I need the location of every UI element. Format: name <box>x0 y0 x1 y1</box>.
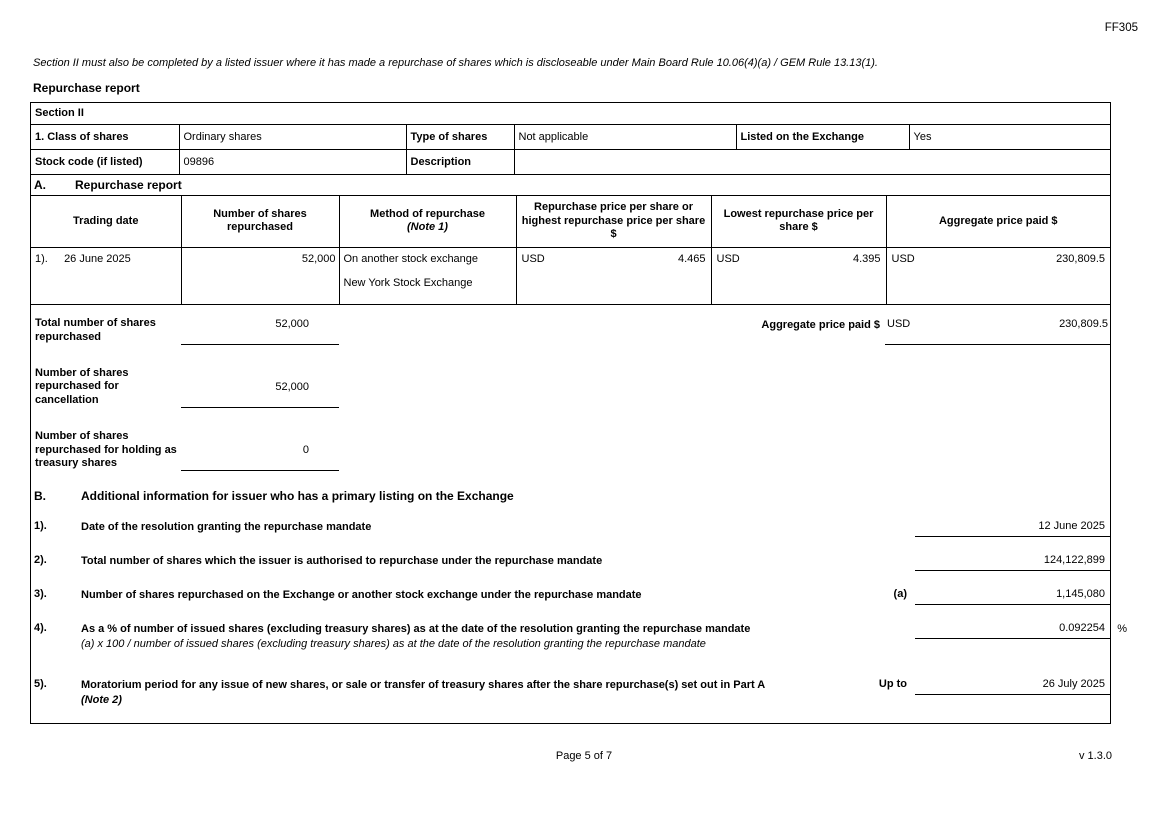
section-ii-info-table <box>31 103 1110 175</box>
item-index: 5). <box>34 677 47 690</box>
treasury-value <box>181 444 339 471</box>
trading-date-value: 26 June 2025 <box>64 253 131 265</box>
col-header-lowest-price: Lowest repurchase price per share $ <box>711 196 886 248</box>
intro-note: Section II must also be completed by a listed issuer where it has made a repurchase of shares which is discloseable under Main Board Rule 10.06(4)(a) / GEM Rule 13.13(1). <box>33 57 878 69</box>
footer-version: v 1.3.0 <box>1078 750 1112 762</box>
item-label-text: Moratorium period for any issue of new shares, or sale or transfer of treasury shares after the share repurchase(s) set out in Part A <box>81 678 766 691</box>
repurchase-table-row <box>31 248 1110 305</box>
cancellation-value <box>181 381 339 408</box>
item-index: 2). <box>34 554 47 566</box>
cancellation-number: 52,000 <box>275 380 309 393</box>
item-label-text: As a % of number of issued shares (excluding treasury shares) as at the date of the resolution granting the repurchase mandate <box>81 623 751 635</box>
lowest-price-value: 4.395 <box>852 253 881 265</box>
type-of-shares-label: Type of shares <box>406 124 514 149</box>
part-a-header <box>31 175 1110 196</box>
col-header-method-text: Method of repurchase <box>370 208 485 221</box>
part-b-item-3 <box>31 588 1110 605</box>
part-b-item-4 <box>31 622 1127 652</box>
item-label: Total number of shares which the issuer is authorised to repurchase under the repurchase mandate <box>81 555 603 567</box>
part-b-title: Additional information for issuer who has a primary listing on the Exchange <box>81 489 514 503</box>
treasury-number: 0 <box>302 444 309 456</box>
type-of-shares-value: Not applicable <box>514 124 736 149</box>
aggregate-paid-value: 230,809.5 <box>1056 253 1105 265</box>
cell-method <box>339 248 516 305</box>
part-b-item-1 <box>31 520 1110 537</box>
method-value: On another stock exchange <box>343 253 479 265</box>
cell-shares-repurchased: 52,000 <box>181 248 339 305</box>
item-index: 3). <box>34 588 47 600</box>
total-shares-label: Total number of shares repurchased <box>35 317 156 343</box>
cell-highest-price <box>516 248 711 305</box>
highest-price-value: 4.465 <box>677 253 706 265</box>
description-label: Description <box>406 149 514 174</box>
item-prefix: (a) <box>893 588 907 600</box>
cell-lowest-price <box>711 248 886 305</box>
highest-price-currency: USD <box>521 253 545 265</box>
repurchase-detail-table <box>31 196 1110 306</box>
item-prefix: Up to <box>878 677 907 690</box>
part-b-item-5 <box>31 678 1110 708</box>
listed-on-exchange-label: Listed on the Exchange <box>736 124 909 149</box>
col-header-trading-date: Trading date <box>31 196 181 248</box>
treasury-label: Number of shares repurchased for holding as treasury shares <box>35 429 177 470</box>
row-index: 1). <box>35 253 48 265</box>
item-index: 4). <box>34 622 47 634</box>
col-header-method-note: (Note 1) <box>407 221 448 234</box>
listed-on-exchange-value: Yes <box>909 124 1110 149</box>
part-b-item-2 <box>31 554 1110 571</box>
form-code: FF305 <box>1104 22 1138 34</box>
col-header-highest-price: Repurchase price per share or highest repurchase price per share $ <box>516 196 711 248</box>
cell-aggregate-paid <box>886 248 1110 305</box>
item-value: 12 June 2025 <box>915 520 1110 537</box>
part-a-title: Repurchase report <box>75 177 182 192</box>
item-label <box>81 678 865 708</box>
aggregate-total-number: 230,809.5 <box>1059 317 1108 330</box>
part-a-totals <box>31 305 1110 471</box>
item-index: 1). <box>34 520 47 532</box>
lowest-price-currency: USD <box>716 253 740 265</box>
aggregate-total-value <box>885 318 1110 345</box>
stock-code-label: Stock code (if listed) <box>31 149 179 174</box>
item-value: 1,145,080 <box>915 588 1110 605</box>
method-detail-value: New York Stock Exchange <box>343 277 473 289</box>
part-b-letter: B. <box>34 489 46 503</box>
item-value: 0.092254 <box>915 622 1110 639</box>
total-shares-row <box>31 317 1110 345</box>
cancellation-row <box>31 367 1110 408</box>
col-header-method <box>339 196 516 248</box>
cell-trading-date <box>31 248 181 305</box>
aggregate-total-group <box>761 318 1110 345</box>
aggregate-paid-currency: USD <box>891 253 915 265</box>
item-value: 26 July 2025 <box>915 678 1110 695</box>
footer-page-number: Page 5 of 7 <box>555 750 613 762</box>
item-label <box>81 622 865 652</box>
item-label: Number of shares repurchased on the Exchange or another stock exchange under the repurchase mandate <box>81 589 642 601</box>
stock-code-value: 09896 <box>179 149 406 174</box>
cancellation-label: Number of shares repurchased for cancellation <box>35 366 129 406</box>
item-label-note: (Note 2) <box>81 693 122 706</box>
col-header-shares-repurchased: Number of shares repurchased <box>181 196 339 248</box>
aggregate-total-label: Aggregate price paid $ <box>761 318 880 331</box>
class-of-shares-label: 1. Class of shares <box>31 124 179 149</box>
treasury-row <box>31 430 1110 471</box>
total-shares-value <box>181 318 339 345</box>
document-title: Repurchase report <box>33 81 140 95</box>
item-label-note: (a) x 100 / number of issued shares (excluding treasury shares) as at the date of the resolution granting the repurchase mandate <box>81 637 706 650</box>
section-ii-header: Section II <box>31 103 1110 124</box>
item-label: Date of the resolution granting the repurchase mandate <box>81 521 372 533</box>
aggregate-total-currency: USD <box>887 317 911 330</box>
description-value <box>514 149 1110 174</box>
repurchase-form-box <box>30 102 1127 724</box>
part-a-letter: A. <box>34 177 46 192</box>
total-shares-number: 52,000 <box>275 317 309 330</box>
class-of-shares-value: Ordinary shares <box>179 124 406 149</box>
col-header-aggregate-paid: Aggregate price paid $ <box>886 196 1110 248</box>
item-suffix: % <box>1117 623 1127 635</box>
part-b-header <box>31 489 1110 503</box>
item-value: 124,122,899 <box>915 554 1110 571</box>
